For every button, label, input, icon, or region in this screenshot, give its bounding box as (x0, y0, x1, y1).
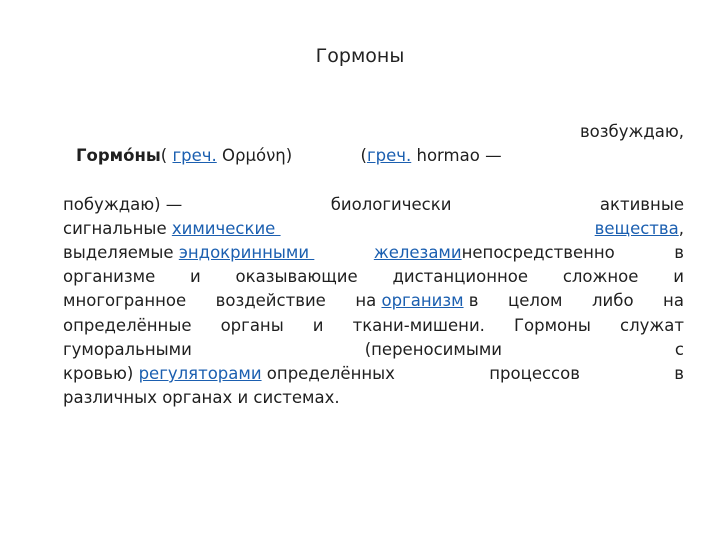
regulators-link[interactable]: регуляторами (138, 364, 262, 384)
term: Гормо́ны (75, 146, 161, 166)
definition-text (34, 120, 684, 410)
greek-link[interactable]: греч. (172, 146, 217, 166)
text-line: определённые органы и ткани-мишени. Гормоны служат (63, 315, 684, 335)
slide-title: Гормоны (315, 45, 405, 67)
text-line: выделяемые эндокринными железаминепосредственно в (63, 243, 684, 263)
text-line: Гормо́ны( греч. Ορμόνη) (греч. hormao — возбуждаю, (75, 122, 684, 166)
endocrine-link[interactable]: эндокринными (178, 243, 315, 263)
text-line: различных органах и системах. (63, 388, 340, 408)
substances-link[interactable]: вещества (594, 218, 679, 238)
text-line: кровью) регуляторами определённых процессов в (63, 364, 684, 384)
greek-link[interactable]: греч. (366, 146, 412, 166)
glands-link[interactable]: железами (373, 243, 462, 263)
text-line: сигнальные химические вещества, (63, 218, 684, 238)
text-line: гуморальными (переносимыми с (63, 339, 684, 359)
text-line: побуждаю) — биологически активные (63, 194, 684, 214)
text-line: многогранное воздействие на организм в целом либо на (63, 291, 684, 311)
chemical-link[interactable]: химические (171, 218, 281, 238)
text-line: организме и оказывающие дистанционное сложное и (63, 267, 684, 287)
organism-link[interactable]: организм (381, 291, 464, 311)
